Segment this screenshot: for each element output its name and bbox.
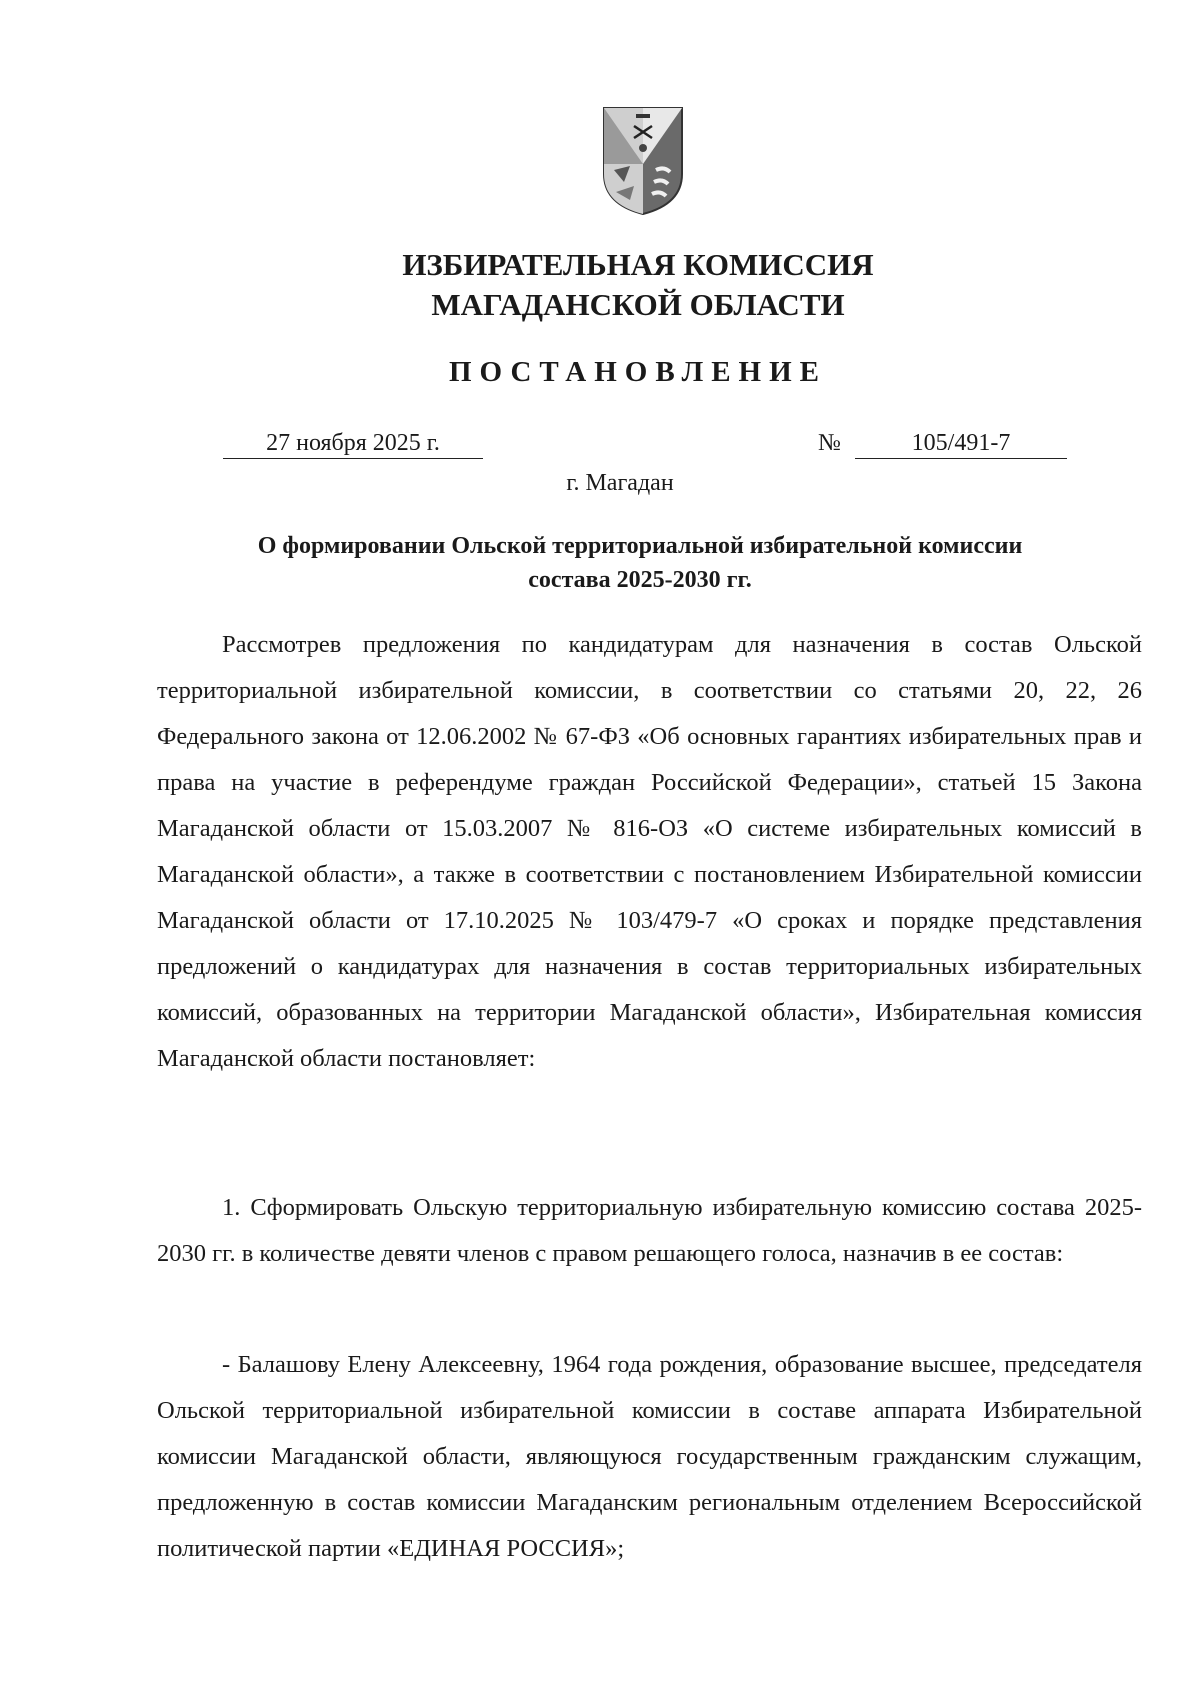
- preamble-paragraph: Рассмотрев предложения по кандидатурам для назначения в состав Ольской территориальной избирательной комиссии, в соответствии со статьями 20, 22, 26 Федерального закона от 12.06.2002 № 67-ФЗ «Об основных гарантиях избирательных прав и права на участие в референдуме граждан Российской Федерации», статьей 15 Закона Магаданской области от 15.03.2007 № 816-ОЗ «О системе избирательных комиссий в Магаданской области», а также в соответствии с постановлением Избирательной комиссии Магаданской области от 17.10.2025 № 103/479-7 «О сроках и порядке представления предложений о кандидатурах для назначения в состав территориальных избирательных комиссий, образованных на территории Магаданской области», Избирательная комиссия Магаданской области постановляет:: [157, 631, 1142, 1072]
- organization-name-line2: МАГАДАНСКОЙ ОБЛАСТИ: [431, 287, 845, 322]
- number-sign: №: [818, 430, 841, 456]
- resolution-item-1: 1. Сформировать Ольскую территориальную избирательную комиссию состава 2025-2030 гг. в количестве девяти членов с правом решающего голоса, назначив в ее состав:: [157, 1194, 1142, 1267]
- document-number: 105/491-7: [855, 428, 1067, 459]
- organization-name-line1: ИЗБИРАТЕЛЬНАЯ КОМИССИЯ: [402, 247, 874, 282]
- document-subject: [150, 529, 1130, 597]
- document-date: 27 ноября 2025 г.: [223, 428, 483, 459]
- member-list-item: - Балашову Елену Алексеевну, 1964 года рождения, образование высшее, председателя Ольской территориальной избирательной комиссии в составе аппарата Избирательной комиссии Магаданской области, являющуюся государственным гражданским служащим, предложенную в состав комиссии Магаданским региональным отделением Всероссийской политической партии «ЕДИНАЯ РОССИЯ»;: [157, 1351, 1142, 1562]
- coat-of-arms-icon: [600, 104, 686, 216]
- subject-line-1: О формировании Ольской территориальной избирательной комиссии: [257, 533, 1023, 559]
- document-city: г. Магадан: [566, 470, 674, 496]
- subject-line-2: состава 2025-2030 гг.: [528, 567, 752, 593]
- document-type-heading: ПОСТАНОВЛЕНИЕ: [448, 356, 827, 388]
